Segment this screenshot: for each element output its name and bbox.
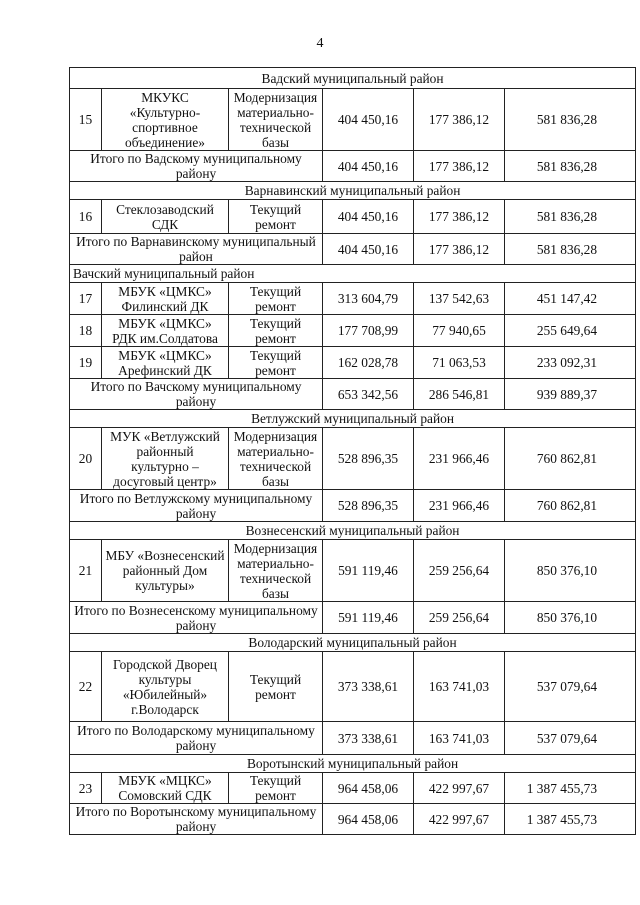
total-federal: 404 450,16 [323, 151, 414, 182]
work-type: Текущий ремонт [229, 652, 323, 722]
amount-total: 233 092,31 [505, 347, 636, 379]
total-sum: 760 862,81 [505, 490, 636, 522]
table-row [70, 283, 636, 315]
institution-name: МУК «Ветлужский районный культурно – досуговый центр» [102, 428, 229, 490]
amount-regional: 177 386,12 [414, 200, 505, 234]
row-number: 22 [70, 652, 102, 722]
work-type: Текущий ремонт [229, 283, 323, 315]
table-row [70, 200, 636, 234]
total-federal: 373 338,61 [323, 722, 414, 755]
total-regional: 231 966,46 [414, 490, 505, 522]
total-label: Итого по Ветлужскому муниципальному району [70, 490, 323, 522]
amount-regional: 77 940,65 [414, 315, 505, 347]
district-title: Вознесенский муниципальный район [70, 522, 636, 540]
total-label: Итого по Вачскому муниципальному району [70, 379, 323, 410]
row-number: 18 [70, 315, 102, 347]
district-title: Ветлужский муниципальный район [70, 410, 636, 428]
total-label: Итого по Вадскому муниципальному району [70, 151, 323, 182]
row-number: 17 [70, 283, 102, 315]
table-row [70, 428, 636, 490]
district-header-row [70, 634, 636, 652]
amount-federal: 177 708,99 [323, 315, 414, 347]
page-number: 4 [316, 36, 324, 51]
row-number: 21 [70, 540, 102, 602]
institution-name: МБУК «МЦКС» Сомовский СДК [102, 773, 229, 804]
row-number: 20 [70, 428, 102, 490]
district-total-row [70, 490, 636, 522]
district-total-row [70, 379, 636, 410]
funding-table [69, 67, 636, 835]
work-type: Текущий ремонт [229, 347, 323, 379]
total-label: Итого по Володарскому муниципальному району [70, 722, 323, 755]
institution-name: МКУКС «Культурно- спортивное объединение» [102, 89, 229, 151]
institution-name: МБУК «ЦМКС» РДК им.Солдатова [102, 315, 229, 347]
district-header-row [70, 182, 636, 200]
amount-total: 850 376,10 [505, 540, 636, 602]
institution-name: МБУК «ЦМКС» Филинский ДК [102, 283, 229, 315]
district-title: Воротынский муниципальный район [70, 755, 636, 773]
table-row [70, 773, 636, 804]
amount-federal: 162 028,78 [323, 347, 414, 379]
amount-regional: 422 997,67 [414, 773, 505, 804]
district-header-row [70, 68, 636, 89]
district-title: Варнавинский муниципальный район [70, 182, 636, 200]
total-sum: 939 889,37 [505, 379, 636, 410]
total-label: Итого по Варнавинскому муниципальный район [70, 234, 323, 265]
total-sum: 581 836,28 [505, 151, 636, 182]
district-total-row [70, 234, 636, 265]
total-sum: 537 079,64 [505, 722, 636, 755]
amount-regional: 231 966,46 [414, 428, 505, 490]
table-row [70, 652, 636, 722]
amount-federal: 404 450,16 [323, 89, 414, 151]
amount-total: 1 387 455,73 [505, 773, 636, 804]
work-type: Текущий ремонт [229, 200, 323, 234]
total-label: Итого по Вознесенскому муниципальному району [70, 602, 323, 634]
table-row [70, 89, 636, 151]
amount-federal: 404 450,16 [323, 200, 414, 234]
total-federal: 404 450,16 [323, 234, 414, 265]
total-regional: 259 256,64 [414, 602, 505, 634]
total-federal: 591 119,46 [323, 602, 414, 634]
total-federal: 653 342,56 [323, 379, 414, 410]
row-number: 16 [70, 200, 102, 234]
table-row [70, 347, 636, 379]
row-number: 15 [70, 89, 102, 151]
work-type: Модернизация материально- технической базы [229, 540, 323, 602]
district-header-row [70, 522, 636, 540]
total-federal: 528 896,35 [323, 490, 414, 522]
amount-federal: 964 458,06 [323, 773, 414, 804]
amount-regional: 163 741,03 [414, 652, 505, 722]
amount-total: 537 079,64 [505, 652, 636, 722]
district-title: Вадский муниципальный район [70, 68, 636, 89]
amount-regional: 71 063,53 [414, 347, 505, 379]
amount-total: 255 649,64 [505, 315, 636, 347]
total-sum: 1 387 455,73 [505, 804, 636, 835]
total-label: Итого по Воротынскому муниципальному району [70, 804, 323, 835]
amount-regional: 137 542,63 [414, 283, 505, 315]
institution-name: Городской Дворец культуры «Юбилейный» г.Володарск [102, 652, 229, 722]
total-regional: 163 741,03 [414, 722, 505, 755]
total-sum: 581 836,28 [505, 234, 636, 265]
district-title: Вачский муниципальный район [70, 265, 636, 283]
amount-total: 581 836,28 [505, 89, 636, 151]
district-total-row [70, 804, 636, 835]
row-number: 23 [70, 773, 102, 804]
amount-regional: 259 256,64 [414, 540, 505, 602]
amount-regional: 177 386,12 [414, 89, 505, 151]
amount-total: 581 836,28 [505, 200, 636, 234]
total-federal: 964 458,06 [323, 804, 414, 835]
amount-federal: 591 119,46 [323, 540, 414, 602]
work-type: Текущий ремонт [229, 773, 323, 804]
total-sum: 850 376,10 [505, 602, 636, 634]
amount-total: 760 862,81 [505, 428, 636, 490]
table-row [70, 315, 636, 347]
district-header-row [70, 410, 636, 428]
table-row [70, 540, 636, 602]
row-number: 19 [70, 347, 102, 379]
district-total-row [70, 151, 636, 182]
amount-federal: 373 338,61 [323, 652, 414, 722]
amount-federal: 528 896,35 [323, 428, 414, 490]
district-header-row [70, 755, 636, 773]
total-regional: 422 997,67 [414, 804, 505, 835]
work-type: Модернизация материально- технической базы [229, 89, 323, 151]
district-total-row [70, 722, 636, 755]
amount-total: 451 147,42 [505, 283, 636, 315]
institution-name: Стеклозаводский СДК [102, 200, 229, 234]
institution-name: МБУК «ЦМКС» Арефинский ДК [102, 347, 229, 379]
district-title: Володарский муниципальный район [70, 634, 636, 652]
total-regional: 177 386,12 [414, 234, 505, 265]
work-type: Модернизация материально- технической базы [229, 428, 323, 490]
total-regional: 286 546,81 [414, 379, 505, 410]
district-header-row [70, 265, 636, 283]
work-type: Текущий ремонт [229, 315, 323, 347]
district-total-row [70, 602, 636, 634]
institution-name: МБУ «Вознесенский районный Дом культуры» [102, 540, 229, 602]
amount-federal: 313 604,79 [323, 283, 414, 315]
total-regional: 177 386,12 [414, 151, 505, 182]
